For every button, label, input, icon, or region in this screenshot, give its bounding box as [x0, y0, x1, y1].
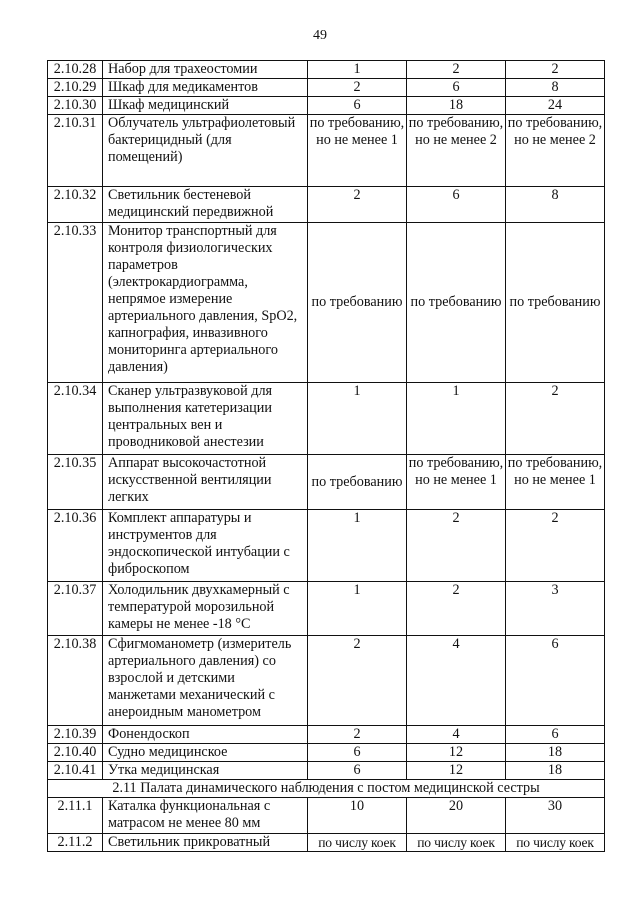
item-name: Монитор транспортный для контроля физиологических параметров (электрокардиограмма, непрямое измерение артериального давления, SpO2, капнография, инвазивного мониторинга артериального давления): [103, 223, 308, 383]
table-row: [48, 834, 605, 852]
row-number: 2.10.34: [48, 383, 103, 455]
row-number: 2.10.36: [48, 510, 103, 582]
item-name: Утка медицинская: [103, 762, 308, 780]
quantity-col-2: 2: [407, 582, 506, 636]
quantity-col-2: по числу коек: [407, 834, 506, 852]
item-name: Облучатель ультрафиолетовый бактерицидный (для помещений): [103, 115, 308, 187]
quantity-col-3: 8: [506, 79, 605, 97]
quantity-col-3: 2: [506, 510, 605, 582]
item-name: Сканер ультразвуковой для выполнения катетеризации центральных вен и проводниковой анестезии: [103, 383, 308, 455]
row-number: 2.10.40: [48, 744, 103, 762]
item-name: Судно медицинское: [103, 744, 308, 762]
quantity-col-1: по требованию, но не менее 1: [308, 115, 407, 187]
quantity-col-1: 2: [308, 726, 407, 744]
item-name: Шкаф медицинский: [103, 97, 308, 115]
quantity-col-3: 18: [506, 762, 605, 780]
quantity-col-2: по требованию, но не менее 1: [407, 455, 506, 510]
quantity-col-3: 24: [506, 97, 605, 115]
quantity-col-1: 1: [308, 510, 407, 582]
table-row: [48, 744, 605, 762]
quantity-col-1: по числу коек: [308, 834, 407, 852]
table-row: [48, 79, 605, 97]
table-row: [48, 187, 605, 223]
quantity-col-1: 2: [308, 79, 407, 97]
row-number: 2.10.37: [48, 582, 103, 636]
quantity-col-1: 6: [308, 762, 407, 780]
row-number: 2.10.29: [48, 79, 103, 97]
quantity-col-3: по требованию, но не менее 1: [506, 455, 605, 510]
row-number: 2.10.32: [48, 187, 103, 223]
table-row: [48, 115, 605, 187]
quantity-col-1: по требованию: [308, 223, 407, 383]
quantity-col-1: 1: [308, 383, 407, 455]
quantity-col-3: по требованию, но не менее 2: [506, 115, 605, 187]
quantity-col-2: 1: [407, 383, 506, 455]
quantity-col-2: 4: [407, 636, 506, 726]
quantity-col-1: 6: [308, 97, 407, 115]
quantity-col-1: 1: [308, 582, 407, 636]
quantity-col-2: по требованию: [407, 223, 506, 383]
quantity-col-1: 6: [308, 744, 407, 762]
item-name: Светильник прикроватный: [103, 834, 308, 852]
row-number: 2.10.31: [48, 115, 103, 187]
equipment-table: [47, 60, 605, 852]
table-row: [48, 726, 605, 744]
item-name: Набор для трахеостомии: [103, 61, 308, 79]
row-number: 2.10.30: [48, 97, 103, 115]
row-number: 2.10.33: [48, 223, 103, 383]
quantity-col-3: 8: [506, 187, 605, 223]
quantity-col-2: 18: [407, 97, 506, 115]
quantity-col-3: 30: [506, 798, 605, 834]
table-row: [48, 582, 605, 636]
quantity-col-2: 6: [407, 187, 506, 223]
quantity-col-2: 2: [407, 61, 506, 79]
row-number: 2.10.38: [48, 636, 103, 726]
row-number: 2.10.28: [48, 61, 103, 79]
item-name: Аппарат высокочастотной искусственной вентиляции легких: [103, 455, 308, 510]
section-header-row: [48, 780, 605, 798]
quantity-col-2: по требованию, но не менее 2: [407, 115, 506, 187]
table-row: [48, 798, 605, 834]
quantity-col-3: по требованию: [506, 223, 605, 383]
quantity-col-3: 6: [506, 726, 605, 744]
page-number: 49: [313, 28, 327, 43]
quantity-col-1: по требованию: [308, 455, 407, 510]
table-row: [48, 97, 605, 115]
quantity-col-2: 4: [407, 726, 506, 744]
quantity-col-3: по числу коек: [506, 834, 605, 852]
section-header: 2.11 Палата динамического наблюдения с постом медицинской сестры: [48, 780, 605, 798]
quantity-col-1: 2: [308, 636, 407, 726]
quantity-col-2: 12: [407, 762, 506, 780]
item-name: Комплект аппаратуры и инструментов для эндоскопической интубации с фиброскопом: [103, 510, 308, 582]
quantity-col-1: 2: [308, 187, 407, 223]
table-row: [48, 455, 605, 510]
quantity-col-3: 6: [506, 636, 605, 726]
row-number: 2.10.41: [48, 762, 103, 780]
quantity-col-2: 12: [407, 744, 506, 762]
quantity-col-3: 18: [506, 744, 605, 762]
table-row: [48, 61, 605, 79]
quantity-col-1: 10: [308, 798, 407, 834]
item-name: Светильник бестеневой медицинский передвижной: [103, 187, 308, 223]
row-number: 2.11.2: [48, 834, 103, 852]
row-number: 2.10.39: [48, 726, 103, 744]
item-name: Холодильник двухкамерный с температурой морозильной камеры не менее -18 °С: [103, 582, 308, 636]
row-number: 2.10.35: [48, 455, 103, 510]
quantity-col-2: 2: [407, 510, 506, 582]
table-row: [48, 762, 605, 780]
table-row: [48, 510, 605, 582]
table-row: [48, 223, 605, 383]
item-name: Каталка функциональная с матрасом не менее 80 мм: [103, 798, 308, 834]
quantity-col-3: 2: [506, 383, 605, 455]
quantity-col-2: 6: [407, 79, 506, 97]
table-row: [48, 383, 605, 455]
quantity-col-3: 2: [506, 61, 605, 79]
quantity-col-2: 20: [407, 798, 506, 834]
row-number: 2.11.1: [48, 798, 103, 834]
item-name: Шкаф для медикаментов: [103, 79, 308, 97]
item-name: Сфигмоманометр (измеритель артериального давления) со взрослой и детскими манжетами механический с анероидным манометром: [103, 636, 308, 726]
item-name: Фонендоскоп: [103, 726, 308, 744]
quantity-col-3: 3: [506, 582, 605, 636]
table-row: [48, 636, 605, 726]
quantity-col-1: 1: [308, 61, 407, 79]
